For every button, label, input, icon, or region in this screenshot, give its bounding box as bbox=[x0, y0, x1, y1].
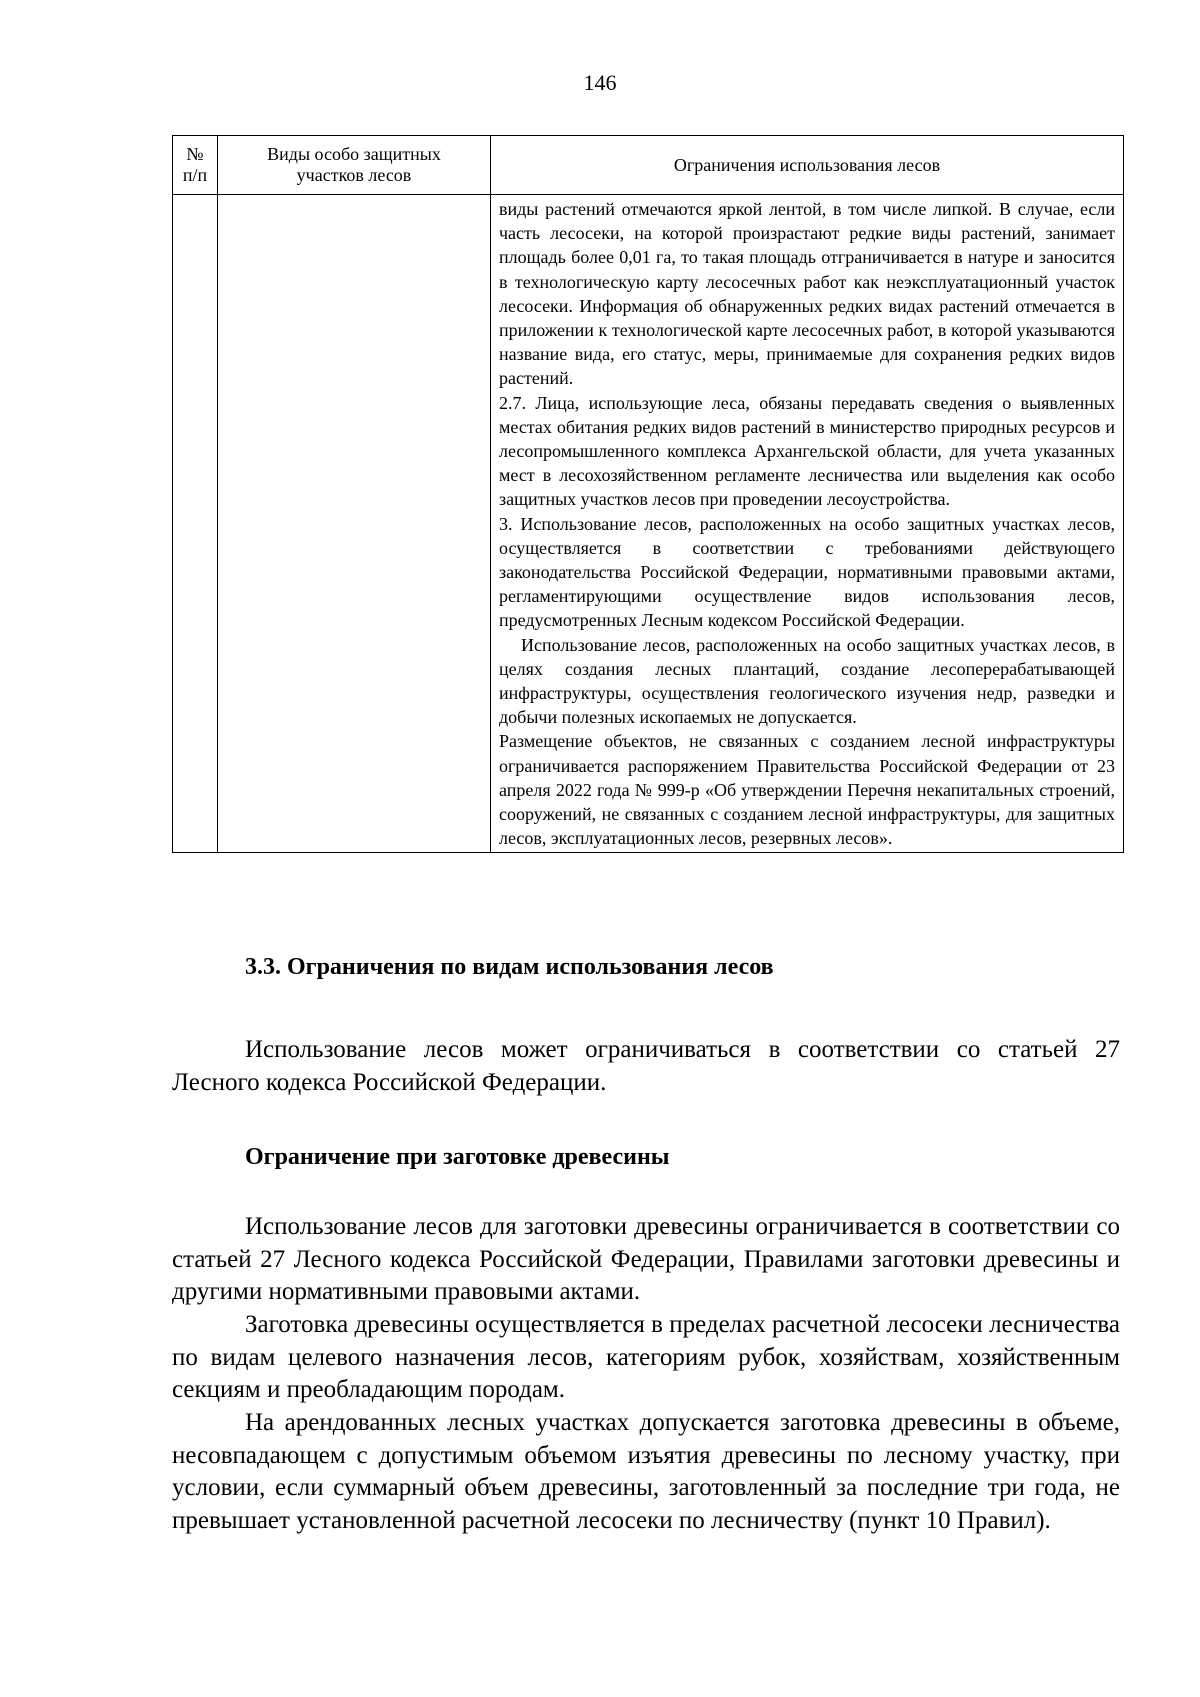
restriction-paragraph: 2.7. Лица, использующие леса, обязаны передавать сведения о выявленных местах обитания редких видов растений в министерство природных ресурсов и лесопромышленного комплекса Архангельской области, для учета указанных мест в лесохозяйственном регламенте лесничества или выделения как особо защитных участков лесов при проведении лесоустройства. bbox=[499, 392, 1115, 510]
header-number: № п/п bbox=[173, 136, 218, 195]
table-header-row bbox=[173, 136, 1124, 195]
body-paragraph: На арендованных лесных участках допускается заготовка древесины в объеме, несовпадающем с допустимым объемом изъятия древесины по лесному участку, при условии, если суммарный объем древесины, заготовленный за последние три года, не превышает установленной расчетной лесосеки по лесничеству (пункт 10 Правил). bbox=[172, 1409, 1120, 1534]
header-restrictions: Ограничения использования лесов bbox=[491, 136, 1124, 195]
restrictions-table bbox=[172, 135, 1124, 853]
restriction-paragraph: Использование лесов, расположенных на особо защитных участках лесов, в целях создания лесных плантаций, создание лесоперерабатывающей инфраструктуры, осуществления геологического изучения недр, разведки и добычи полезных ископаемых не допускается. bbox=[499, 634, 1115, 728]
section-heading: 3.3. Ограничения по видам использования лесов bbox=[245, 954, 774, 980]
sub-heading: Ограничение при заготовке древесины bbox=[245, 1144, 670, 1170]
header-zone-type: Виды особо защитных участков лесов bbox=[218, 136, 491, 195]
table-row bbox=[173, 195, 1124, 853]
restriction-paragraph: 3. Использование лесов, расположенных на особо защитных участках лесов, осуществляется в соответствии с требованиями действующего законодательства Российской Федерации, нормативными правовыми актами, регламентирующими осуществление видов использования лесов, предусмотренных Лесным кодексом Российской Федерации. bbox=[499, 513, 1115, 631]
section-intro: Использование лесов может ограничиваться в соответствии со статьей 27 Лесного кодекса Российской Федерации. bbox=[172, 1036, 1120, 1096]
body-paragraph: Использование лесов для заготовки древесины ограничивается в соответствии со статьей 27 Лесного кодекса Российской Федерации, Правилами заготовки древесины и другими нормативными правовыми актами. bbox=[172, 1213, 1120, 1305]
cell-number bbox=[173, 195, 218, 853]
body-paragraph: Заготовка древесины осуществляется в пределах расчетной лесосеки лесничества по видам целевого назначения лесов, категориям рубок, хозяйствам, хозяйственным секциям и преобладающим породам. bbox=[172, 1311, 1120, 1403]
cell-zone-type bbox=[218, 195, 491, 853]
cell-restrictions bbox=[491, 195, 1124, 853]
restriction-paragraph: виды растений отмечаются яркой лентой, в том числе липкой. В случае, если часть лесосеки, на которой произрастают редкие виды растений, занимает площадь более 0,01 га, то такая площадь отграничивается в натуре и заносится в технологическую карту лесосечных работ как неэксплуатационный участок лесосеки. Информация об обнаруженных редких видах растений отмечается в приложении к технологической карте лесосечных работ, в которой указываются название вида, его статус, меры, принимаемые для сохранения редких видов растений. bbox=[499, 199, 1115, 389]
page-number: 146 bbox=[583, 70, 617, 95]
restriction-paragraph: Размещение объектов, не связанных с созданием лесной инфраструктуры ограничивается распоряжением Правительства Российской Федерации от 23 апреля 2022 года № 999-р «Об утверждении Перечня некапитальных строений, сооружений, не связанных с созданием лесной инфраструктуры, для защитных лесов, эксплуатационных лесов, резервных лесов». bbox=[499, 731, 1115, 849]
